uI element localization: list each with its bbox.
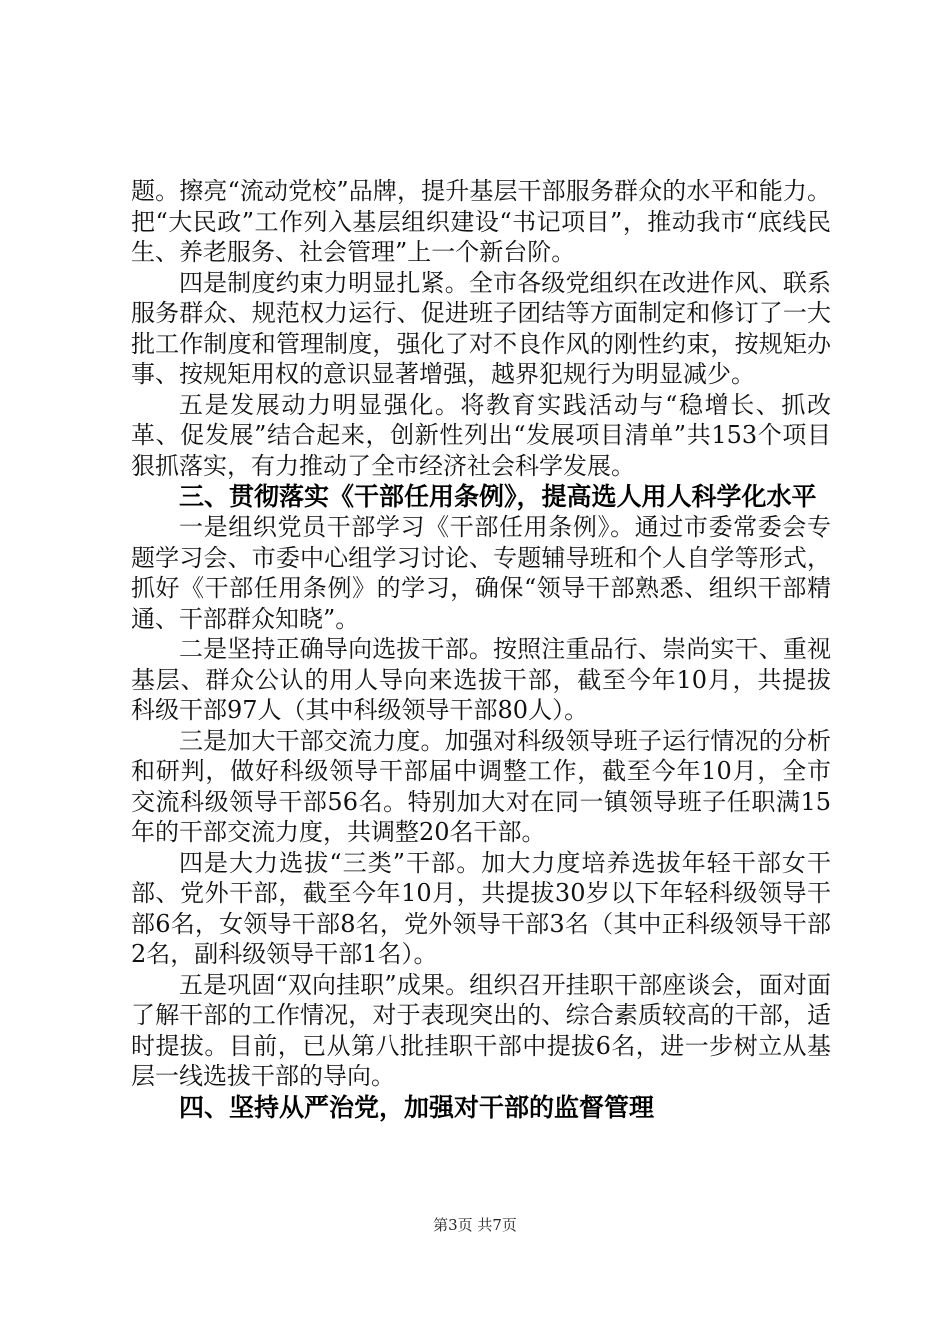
body-paragraph: 四是制度约束力明显扎紧。全市各级党组织在改进作风、联系服务群众、规范权力运行、促进班子团结等方面制定和修订了一大批工作制度和管理制度，强化了对不良作风的刚性约束，按规矩办事、按规矩用权的意识显著增强，越界犯规行为明显减少。 [131, 268, 831, 388]
body-paragraph: 一是组织党员干部学习《干部任用条例》。通过市委常委会专题学习会、市委中心组学习讨论、专题辅导班和个人自学等形式，抓好《干部任用条例》的学习，确保“领导干部熟悉、组织干部精通、干部群众知晓”。 [131, 513, 831, 633]
body-paragraph: 题。擦亮“流动党校”品牌，提升基层干部服务群众的水平和能力。把“大民政”工作列入基层组织建设“书记项目”，推动我市“底线民生、养老服务、社会管理”上一个新台阶。 [131, 177, 831, 266]
body-paragraph: 二是坚持正确导向选拔干部。按照注重品行、崇尚实干、重视基层、群众公认的用人导向来选拔干部，截至今年10月，共提拔科级干部97人（其中科级领导干部80人）。 [131, 635, 831, 724]
document-body [131, 176, 831, 1123]
body-paragraph: 三是加大干部交流力度。加强对科级领导班子运行情况的分析和研判，做好科级领导干部届中调整工作，截至今年10月，全市交流科级领导干部56名。特别加大对在同一镇领导班子任职满15年的干部交流力度，共调整20名干部。 [131, 726, 831, 846]
body-paragraph: 四是大力选拔“三类”干部。加大力度培养选拔年轻干部女干部、党外干部，截至今年10月，共提拔30岁以下年轻科级领导干部6名，女领导干部8名，党外领导干部3名（其中正科级领导干部2名，副科级领导干部1名）。 [131, 848, 831, 968]
body-paragraph: 五是发展动力明显强化。将教育实践活动与“稳增长、抓改革、促发展”结合起来，创新性列出“发展项目清单”共153个项目狠抓落实，有力推动了全市经济社会科学发展。 [131, 390, 831, 480]
section-heading: 四、坚持从严治党，加强对干部的监督管理 [179, 1092, 655, 1122]
page-footer: 第3页 共7页 [433, 1216, 517, 1234]
section-heading: 三、贯彻落实《干部任用条例》，提高选人用人科学化水平 [179, 482, 817, 511]
body-paragraph: 五是巩固“双向挂职”成果。组织召开挂职干部座谈会，面对面了解干部的工作情况，对于表现突出的、综合素质较高的干部，适时提拔。目前，已从第八批挂职干部中提拔6名，进一步树立从基层一线选拔干部的导向。 [131, 970, 831, 1090]
